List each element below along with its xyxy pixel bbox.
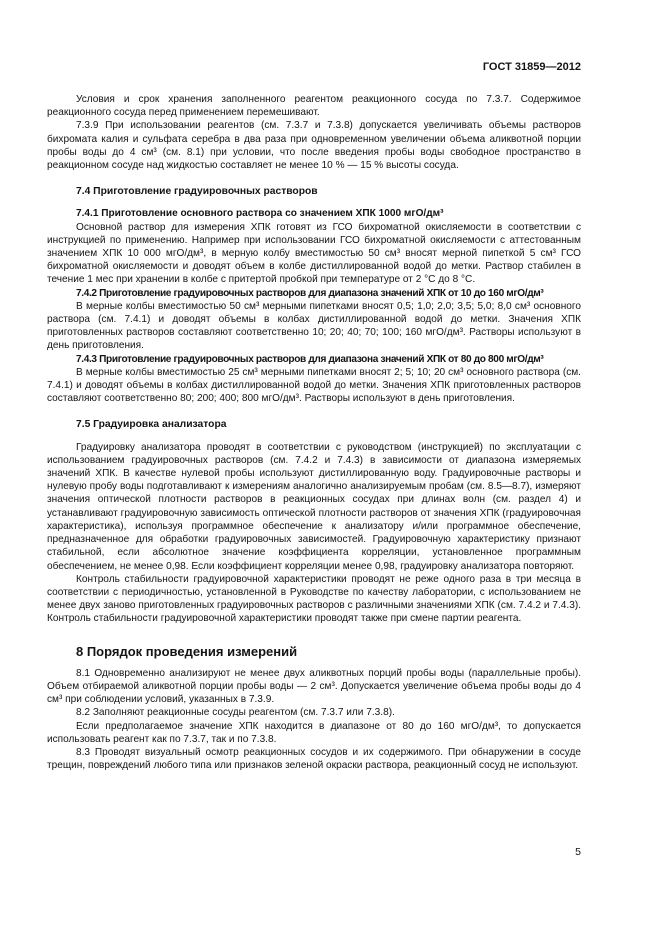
heading-7-4-1: 7.4.1 Приготовление основного раствора со значением ХПК 1000 мгО/дм³ <box>76 208 444 220</box>
paragraph-8-1: 8.1 Одновременно анализируют не менее двух аликвотных порций пробы воды (параллельные пробы). Объем отбираемой аликвотной порции пробы воды — 2 см³. Допускается увеличение объема пробы воды до 4 см³ при соблюдении условий, указанных в 7.3.9. <box>47 667 581 706</box>
heading-7-4: 7.4 Приготовление градуировочных растворов <box>76 186 318 198</box>
paragraph-8-3: 8.3 Проводят визуальный осмотр реакционных сосудов и их содержимого. При обнаружении в сосуде трещин, повреждений любого типа или признаков зеленой окраски раствора, реакционный сосуд не используют. <box>47 746 581 772</box>
heading-section-8: 8 Порядок проведения измерений <box>76 643 298 659</box>
paragraph-7-5-stability: Контроль стабильности градуировочной характеристики проводят не реже одного раза в три месяца в соответствии с периодичностью, установленной в Руководстве по качеству лаборатории, с использованием не менее двух заново приготовленных градуировочных растворов с различными значениями ХПК (см. 7.4.2 и 7.4.3). Контроль стабильности градуировочной характеристики проводят также при смене партии реагента. <box>47 573 581 625</box>
paragraph-7-5-calibration: Градуировку анализатора проводят в соответствии с руководством (инструкцией) по эксплуатации с использованием градуировочных растворов (см. 7.4.2 и 7.4.3) в зависимости от диапазона измеряемых значений ХПК. В качестве нулевой пробы используют дистиллированную воду. Градуировочные растворы и нулевую пробу воды подготавливают к измерениям аналогично анализируемым пробам (см. 8.5—8.7), измеряют значения оптической плотности растворов в реакционных сосудах при длинах волн (см. раздел 4) и устанавливают градуировочную зависимость оптической плотности растворов от значения ХПК (градуировочная характеристика), используя программное обеспечение к анализатору и/или программное обеспечение, предназначенное для обработки градуировочных зависимостей. Градуировочную характеристику признают стабильной, если абсолютное значение коэффициента корреляции, установленное программным обеспечением, не менее 0,98. Если коэффициент корреляции менее 0,98, градуировку анализатора повторяют. <box>47 441 581 572</box>
paragraph-8-2: 8.2 Заполняют реакционные сосуды реагентом (см. 7.3.7 или 7.3.8). <box>76 707 395 719</box>
page-content <box>47 93 581 772</box>
paragraph-7-4-1: Основной раствор для измерения ХПК готовят из ГСО бихроматной окисляемости в соответствии с инструкцией по применению. Например при использовании ГСО бихроматной окисляемости с аттестованным значением ХПК 10 000 мгО/дм³, в мерную колбу вместимостью 50 см³ вносят мерной пипеткой 5 см³ ГСО бихроматной окисляемости и доводят объем в колбе дистиллированной водой до метки. Раствор стабилен в течение 1 мес при хранении в колбе с притертой пробкой при температуре от 2 °С до 8 °С. <box>47 221 581 286</box>
heading-7-4-3: 7.4.3 Приготовление градуировочных растворов для диапазона значений ХПК от 80 до 800 мгО/дм³ <box>76 353 544 365</box>
paragraph-7-4-3: В мерные колбы вместимостью 25 см³ мерными пипетками вносят 2; 5; 10; 20 см³ основного раствора (см. 7.4.1) и доводят объемы в колбах дистиллированной водой до метки. Значения ХПК приготовленных растворов составляют соответственно 80; 200; 400; 800 мгО/дм³. Растворы используют в день приготовления. <box>47 366 581 405</box>
paragraph-7-3-9: 7.3.9 При использовании реагентов (см. 7.3.7 и 7.3.8) допускается увеличивать объемы растворов бихромата калия и сульфата серебра в два раза при одновременном увеличении объема аликвотной порции пробы воды до 4 см³ (см. 8.1) при условии, что после введения пробы воды свободное пространство в реакционном сосуде над жидкостью составляет не менее 10 % — 15 % высоты сосуда. <box>47 120 581 172</box>
paragraph-8-2-note: Если предполагаемое значение ХПК находится в диапазоне от 80 до 160 мгО/дм³, то допускается использовать реагент как по 7.3.7, так и по 7.3.8. <box>47 720 581 745</box>
document-id: ГОСТ 31859—2012 <box>482 61 581 73</box>
paragraph-storage-conditions: Условия и срок хранения заполненного реагентом реакционного сосуда по 7.3.7. Содержимое реакционного сосуда перед применением перемешивают. <box>47 94 581 119</box>
page-number: 5 <box>575 846 581 858</box>
paragraph-7-4-2: В мерные колбы вместимостью 50 см³ мерными пипетками вносят 0,5; 1,0; 2,0; 3,5; 5,0; 8,0 см³ основного раствора (см. 7.4.1) и доводят объемы в колбах дистиллированной водой до метки. Значения ХПК приготовленных растворов составляют соответственно 10; 20; 40; 70; 100; 160 мгО/дм³. Растворы используют в день приготовления. <box>47 300 581 352</box>
heading-7-4-2: 7.4.2 Приготовление градуировочных растворов для диапазона значений ХПК от 10 до 160 мгО/дм³ <box>76 287 544 299</box>
heading-7-5: 7.5 Градуировка анализатора <box>76 419 227 431</box>
